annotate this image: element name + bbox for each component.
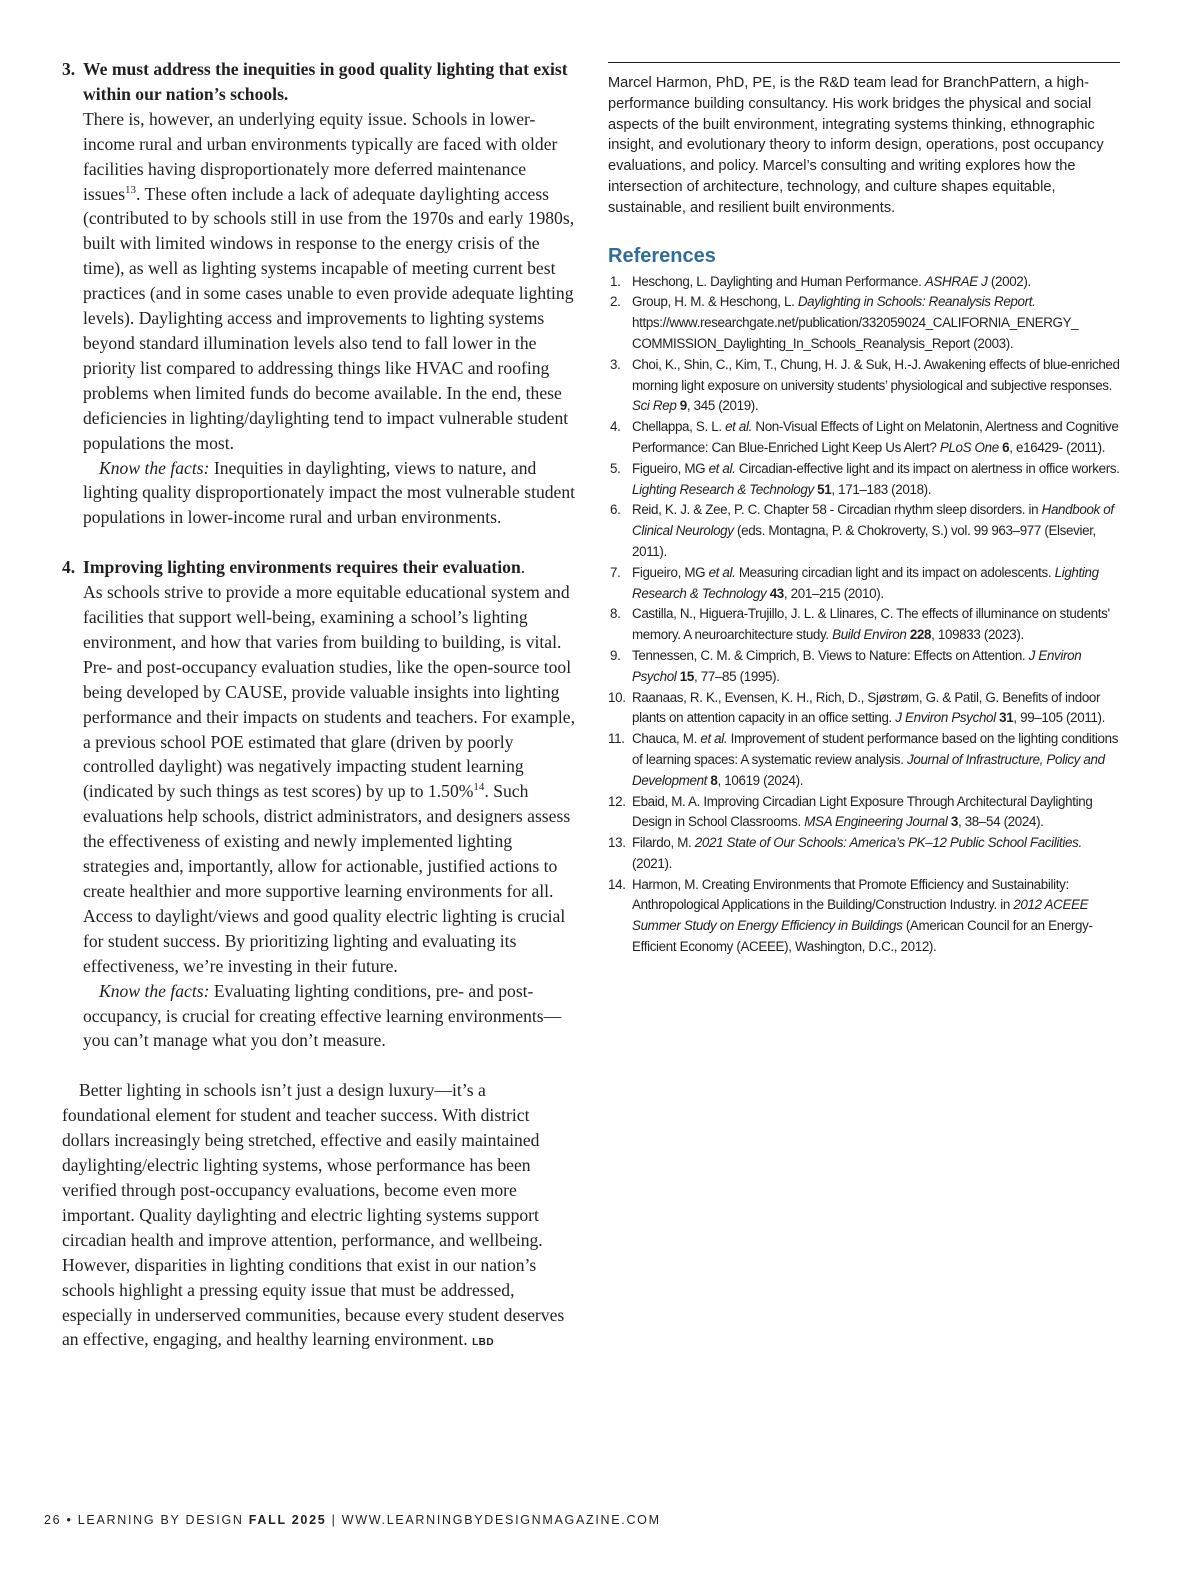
reference-number: 8. [610,606,621,622]
references-title: References [608,244,716,267]
reference-italic: et al. [708,564,736,580]
closing-paragraph [62,1078,576,1356]
point-4-facts [83,979,576,1054]
reference-number: 14. [608,876,626,892]
reference-text: , 38–54 (2024). [957,814,1044,830]
point-4-body [83,580,576,979]
point-4-facts-label: Know the facts: [99,980,210,1001]
reference-text: Figueiro, MG [632,564,709,580]
reference-text: Raanaas, R. K., Evensen, K. H., Rich, D., Sjøstrøm, G. & Patil, G. Benefits of indoor plants on attention capacity in an office setting. [632,689,1101,726]
reference-text: Chauca, M. [632,731,701,747]
reference-text: (American Council for an Energy-Efficient Economy (ACEEE), Washington, D.C., 2012). [632,918,1093,955]
reference-item [608,563,1120,605]
left-column [62,57,576,1356]
reference-text: Chellappa, S. L. [632,419,726,435]
reference-italic: J Environ Psychol [632,647,1082,684]
reference-number: 6. [610,502,621,518]
reference-item [608,875,1120,958]
reference-text: , 201–215 (2010). [783,585,884,601]
reference-volume: 228 [906,627,932,643]
reference-text: (2002). [987,273,1031,289]
reference-item [608,833,1120,875]
reference-text: Heschong, L. Daylighting and Human Performance. [632,273,925,289]
reference-text: , e16429- (2011). [1009,439,1106,455]
magazine-url[interactable]: WWW.LEARNINGBYDESIGNMAGAZINE.COM [341,1513,661,1527]
reference-number: 12. [608,793,626,809]
point-4-heading-end: . [520,557,526,578]
reference-number: 5. [610,460,621,476]
point-4 [62,555,576,1053]
reference-italic: et al. [700,731,728,747]
reference-text: Circadian-effective light and its impact on alertness in office workers. [735,460,1120,476]
reference-item [608,272,1120,293]
footnote-ref-14: 14 [473,781,485,794]
reference-text: Measuring circadian light and its impact on adolescents. [735,564,1055,580]
reference-number: 10. [608,689,626,705]
reference-item [608,459,1120,501]
right-column [608,62,1120,958]
reference-text: Group, H. M. & Heschong, L. [632,294,798,310]
reference-text: Choi, K., Shin, C., Kim, T., Chung, H. J. & Suk, H.-J. Awakening effects of blue-enriched morning light exposure on university students’ physiological and subjective responses. [632,356,1120,393]
reference-italic: Handbook of Clinical Neurology [632,502,1114,539]
reference-italic: 2021 State of Our Schools: America’s PK–12 Public School Facilities. [694,835,1082,851]
reference-italic: Daylighting in Schools: Reanalysis Report. [797,294,1036,310]
point-3-body-a: There is, however, an underlying equity issue. Schools in lower-income rural and urban environments typically are faced with older facilities having disproportionately more deferred maintenance issues [83,108,558,204]
point-4-facts-text: Evaluating lighting conditions, pre- and post-occupancy, is crucial for creating effective learning environments—you can’t manage what you don’t measure. [83,980,562,1051]
point-3-body [83,107,576,456]
reference-text: Improvement of student performance based on the lighting conditions of learning spaces: A systematic review analysis. [632,731,1119,767]
footnote-ref-13: 13 [125,183,137,196]
point-4-heading-line [83,555,576,580]
point-4-body-a: As schools strive to provide a more equitable educational system and facilities that support well-being, examining a school’s lighting environment, and how that varies from building to building, is vital. Pre- and post-occupancy evaluation studies, like the open-source tool being developed by CAUSE, provide valuable insights into lighting performance and their impacts on students and teachers. For example, a previous school POE estimated that glare (driven by poorly controlled daylight) was negatively impacting student learning (indicated by such things as test scores) by up to 1.50% [83,582,575,802]
reference-number: 2. [610,294,621,310]
reference-volume: 3 [947,814,958,830]
reference-item [608,646,1120,688]
reference-volume: 31 [995,710,1014,726]
reference-item [608,792,1120,834]
reference-item [608,500,1120,562]
point-4-number: 4. [62,557,76,578]
reference-italic: 2012 ACEEE Summer Study on Energy Efficiency in Buildings [632,897,1089,934]
reference-number: 9. [610,647,621,663]
reference-italic: J Environ Psychol [895,710,996,726]
point-3-facts [83,456,576,531]
reference-italic: Sci Rep [632,398,677,414]
reference-text: , 99–105 (2011). [1013,710,1106,726]
point-3 [62,57,576,530]
reference-text: Figueiro, MG [632,460,709,476]
reference-italic: Lighting Research & Technology [632,481,814,497]
reference-text: Harmon, M. Creating Environments that Promote Efficiency and Sustainability: Anthropological Applications in the Building/Construction Industry. in [632,876,1069,913]
page-footer [44,1513,661,1527]
reference-text: Castilla, N., Higuera-Trujillo, J. L. & Llinares, C. The effects of illuminance on students' memory. A neuroarchitecture study. [632,606,1110,643]
magazine-name: LEARNING BY DESIGN [77,1513,244,1527]
footer-separator: | [331,1513,337,1527]
reference-italic: et al. [708,460,736,476]
closing-text: Better lighting in schools isn’t just a design luxury—it’s a foundational element for student and teacher success. With district dollars increasingly being stretched, effective and easily maintained daylighting/electric lighting systems, whose performance has been verified through post-occupancy evaluations, become even more important. Quality daylighting and electric lighting systems support circadian health and improve attention, performance, and wellbeing. However, disparities in lighting conditions that exist in our nation’s schools highlight a pressing equity issue that must be addressed, especially in underserved communities, because every student deserves an effective, engaging, and healthy learning environment. [62,1080,565,1350]
reference-list [608,272,1120,958]
point-4-heading: Improving lighting environments requires their evaluation [83,557,521,578]
reference-volume: 51 [813,481,832,497]
reference-number: 13. [608,835,626,851]
point-3-body-b: . These often include a lack of adequate daylighting access (contributed to by schools still in use from the 1970s and early 1980s, built with limited windows in response to the energy crisis of the time), as well as lighting systems incapable of meeting current best practices (and in some cases unable to even provide adequate lighting levels). Daylighting access and improvements to lighting systems beyond standard illumination levels also tend to fall lower in the priority list compared to addressing things like HVAC and roofing problems when limited funds do become available. In the end, these deficiencies in lighting/daylighting tend to impact vulnerable student populations the most. [83,183,575,453]
reference-italic: Lighting Research & Technology [632,564,1099,601]
reference-italic: et al. [725,419,752,435]
reference-text: Tennessen, C. M. & Cimprich, B. Views to Nature: Effects on Attention. [632,647,1029,663]
reference-italic: PLoS One [939,439,999,455]
reference-item [608,292,1120,354]
reference-text: , 77–85 (1995). [694,668,780,684]
reference-number: 3. [610,356,621,372]
reference-item [608,355,1120,417]
reference-text: , 109833 (2023). [931,627,1024,643]
reference-volume: 43 [766,585,784,601]
page-number: 26 [44,1513,62,1527]
issue-label: FALL 2025 [248,1513,327,1527]
reference-number: 7. [610,564,621,580]
end-mark: LBD [472,1337,495,1349]
reference-italic: Journal of Infrastructure, Policy and Development [632,751,1105,788]
reference-text: (eds. Montagna, P. & Chokroverty, S.) vol. 99 963–977 (Elsevier, 2011). [632,523,1096,559]
reference-volume: 8 [707,772,718,788]
reference-volume: 6 [998,439,1010,455]
reference-text: Non-Visual Effects of Light on Melatonin, Alertness and Cognitive Performance: Can Blue-Enriched Light Keep Us Alert? [632,419,1119,455]
reference-text: Reid, K. J. & Zee, P. C. Chapter 58 - Circadian rhythm sleep disorders. in [632,502,1042,518]
reference-text: (2021). [632,855,672,871]
reference-volume: 15 [676,668,695,684]
point-3-number: 3. [62,59,76,79]
reference-text: https://www.researchgate.net/publication/332059024_CALIFORNIA_ENERGY_ COMMISSION_Daylighting_In_Schools_Reanalysis_Report (2003). [632,315,1079,351]
reference-italic: ASHRAE J [924,273,988,289]
point-3-heading: We must address the inequities in good quality lighting that exist within our nation’s schools. [83,59,568,104]
author-bio: Marcel Harmon, PhD, PE, is the R&D team lead for BranchPattern, a high-performance building consultancy. His work bridges the physical and social aspects of the built environment, integrating systems thinking, ethnographic insight, and evolutionary theory to inform design, operations, post occupancy evaluations, and policy. Marcel’s consulting and writing explores how the intersection of architecture, technology, and culture shapes equitable, sustainable, and resilient built environments. [608,75,1104,216]
point-3-facts-text: Inequities in daylighting, views to nature, and lighting quality disproportionately impact the most vulnerable student populations in lower-income rural and urban environments. [83,457,576,528]
bio-divider [608,62,1120,63]
point-3-facts-label: Know the facts: [99,457,210,478]
reference-text: , 171–183 (2018). [831,481,932,497]
reference-italic: MSA Engineering Journal [804,814,948,830]
reference-item [608,688,1120,730]
reference-item [608,417,1120,459]
reference-italic: Build Environ [832,627,907,643]
point-4-body-b: . Such evaluations help schools, district administrators, and designers assess the effectiveness of existing and newly implemented lighting strategies and, importantly, allow for actionable, justified actions to create healthier and more supportive learning environments for all. Access to daylight/views and good quality electric lighting is crucial for student success. By prioritizing lighting and evaluating its effectiveness, we’re investing in their future. [83,781,571,976]
reference-item [608,729,1120,791]
reference-number: 4. [610,419,621,435]
reference-volume: 9 [676,398,687,414]
reference-item [608,604,1120,646]
reference-text: Ebaid, M. A. Improving Circadian Light Exposure Through Architectural Daylighting Design in School Classrooms. [632,793,1093,830]
reference-number: 11. [608,731,625,747]
reference-text: , 10619 (2024). [717,772,804,788]
reference-number: 1. [610,273,621,289]
reference-text: , 345 (2019). [686,398,759,414]
footer-bullet: • [66,1513,73,1527]
reference-text: Filardo, M. [632,835,695,851]
